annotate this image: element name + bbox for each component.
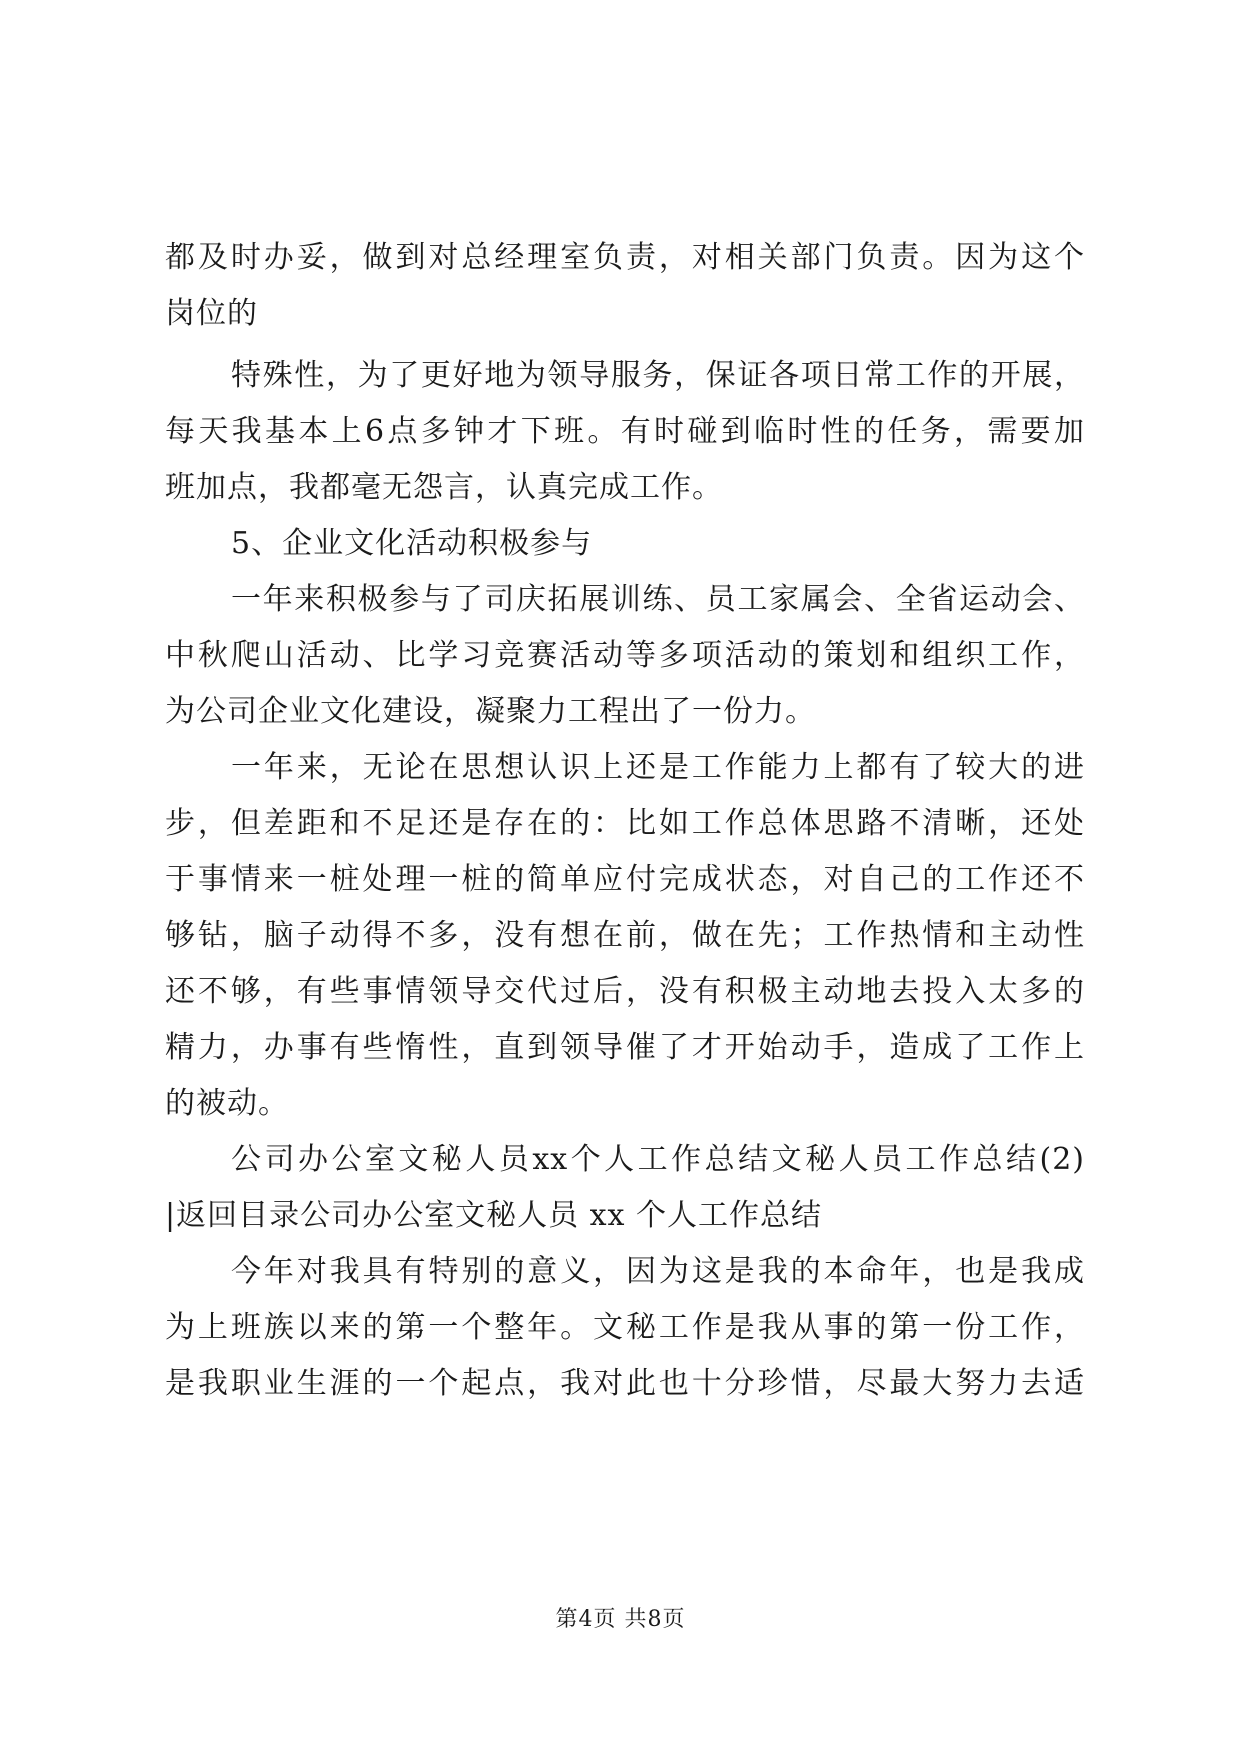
paragraph-line: 是我职业生涯的一个起点，我对此也十分珍惜，尽最大努力去适 <box>165 1366 1085 1401</box>
paragraph-line: 中秋爬山活动、比学习竞赛活动等多项活动的策划和组织工作， <box>165 638 1085 673</box>
section-title: 公司办公室文秘人员xx个人工作总结文秘人员工作总结(2) <box>231 1142 1085 1177</box>
paragraph-line: 一年来，无论在思想认识上还是工作能力上都有了较大的进 <box>231 750 1085 785</box>
section-heading: 5、企业文化活动积极参与 <box>231 526 593 561</box>
paragraph-line: 为公司企业文化建设，凝聚力工程出了一份力。 <box>165 694 816 729</box>
paragraph-line: 够钻，脑子动得不多，没有想在前，做在先；工作热情和主动性 <box>165 918 1085 953</box>
return-to-contents-link[interactable]: |返回目录公司办公室文秘人员 xx 个人工作总结 <box>165 1198 823 1233</box>
paragraph-line: 特殊性，为了更好地为领导服务，保证各项日常工作的开展， <box>231 358 1085 393</box>
paragraph-line: 于事情来一桩处理一桩的简单应付完成状态，对自己的工作还不 <box>165 862 1085 897</box>
document-body <box>165 230 1085 1412</box>
paragraph-line: 为上班族以来的第一个整年。文秘工作是我从事的第一份工作， <box>165 1310 1085 1345</box>
paragraph-line: 岗位的 <box>165 296 258 331</box>
paragraph-line: 一年来积极参与了司庆拓展训练、员工家属会、全省运动会、 <box>231 582 1085 617</box>
paragraph-line: 每天我基本上6点多钟才下班。有时碰到临时性的任务，需要加 <box>165 414 1085 449</box>
paragraph-line: 精力，办事有些惰性，直到领导催了才开始动手，造成了工作上 <box>165 1030 1085 1065</box>
paragraph-line: 都及时办妥，做到对总经理室负责，对相关部门负责。因为这个 <box>165 240 1085 275</box>
paragraph-line: 的被动。 <box>165 1086 289 1121</box>
paragraph-line: 还不够，有些事情领导交代过后，没有积极主动地去投入太多的 <box>165 974 1085 1009</box>
page-number-footer: 第4页 共8页 <box>555 1607 686 1632</box>
paragraph-line: 班加点，我都毫无怨言，认真完成工作。 <box>165 470 723 505</box>
paragraph-line: 今年对我具有特别的意义，因为这是我的本命年，也是我成 <box>231 1254 1085 1289</box>
paragraph-line: 步，但差距和不足还是存在的：比如工作总体思路不清晰，还处 <box>165 806 1085 841</box>
